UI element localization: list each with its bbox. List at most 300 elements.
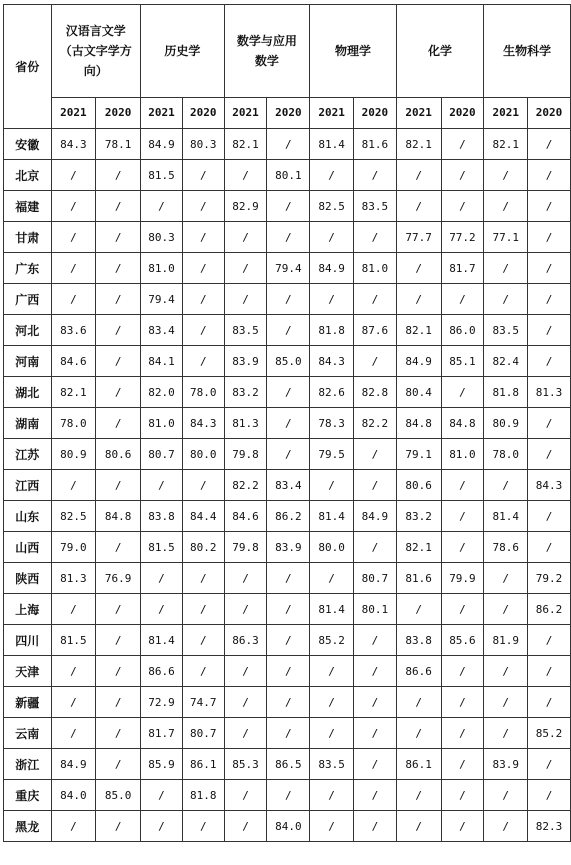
table-row <box>4 408 571 439</box>
score-cell: / <box>51 191 96 222</box>
score-cell: / <box>484 160 528 191</box>
score-cell: 83.5 <box>224 315 267 346</box>
score-cell: 77.1 <box>484 222 528 253</box>
score-cell: / <box>441 811 484 842</box>
major-header: 汉语言文学（古文字学方向） <box>51 5 141 98</box>
score-cell: / <box>96 749 141 780</box>
score-cell: 84.8 <box>96 501 141 532</box>
score-cell: 80.1 <box>354 594 397 625</box>
score-cell: 86.2 <box>267 501 310 532</box>
score-cell: / <box>528 315 571 346</box>
score-cell: / <box>528 253 571 284</box>
score-cell: 85.6 <box>441 625 484 656</box>
score-cell: 82.6 <box>310 377 354 408</box>
score-cell: / <box>528 191 571 222</box>
score-cell: / <box>396 780 441 811</box>
score-cell: / <box>182 284 224 315</box>
score-cell: / <box>224 222 267 253</box>
score-cell: / <box>441 129 484 160</box>
score-cell: / <box>51 284 96 315</box>
score-cell: 81.8 <box>484 377 528 408</box>
year-header: 2020 <box>354 98 397 129</box>
score-cell: 84.1 <box>141 346 183 377</box>
score-cell: / <box>354 656 397 687</box>
score-cell: / <box>51 811 96 842</box>
score-cell: 81.6 <box>354 129 397 160</box>
score-cell: 82.1 <box>51 377 96 408</box>
score-cell: / <box>267 222 310 253</box>
score-cell: / <box>141 594 183 625</box>
score-cell: / <box>354 749 397 780</box>
score-table <box>3 4 571 842</box>
score-cell: 84.6 <box>51 346 96 377</box>
score-cell: / <box>224 160 267 191</box>
table-row <box>4 377 571 408</box>
score-cell: / <box>528 625 571 656</box>
province-cell: 安徽 <box>4 129 52 160</box>
score-cell: / <box>96 253 141 284</box>
score-cell: 81.4 <box>484 501 528 532</box>
score-cell: 74.7 <box>182 687 224 718</box>
score-cell: / <box>441 749 484 780</box>
table-row <box>4 439 571 470</box>
province-cell: 四川 <box>4 625 52 656</box>
score-cell: / <box>528 656 571 687</box>
province-cell: 黑龙 <box>4 811 52 842</box>
score-cell: / <box>528 749 571 780</box>
score-cell: 86.6 <box>396 656 441 687</box>
score-cell: / <box>528 129 571 160</box>
score-cell: 80.0 <box>310 532 354 563</box>
score-cell: / <box>354 811 397 842</box>
score-cell: 79.2 <box>528 563 571 594</box>
header-row-years <box>4 98 571 129</box>
score-cell: / <box>354 222 397 253</box>
score-cell: 82.1 <box>224 129 267 160</box>
province-cell: 云南 <box>4 718 52 749</box>
score-cell: 80.3 <box>182 129 224 160</box>
score-cell: 85.3 <box>224 749 267 780</box>
province-cell: 广东 <box>4 253 52 284</box>
score-cell: / <box>484 284 528 315</box>
score-cell: 83.5 <box>354 191 397 222</box>
score-cell: / <box>182 315 224 346</box>
year-header: 2021 <box>484 98 528 129</box>
score-cell: 82.2 <box>354 408 397 439</box>
score-cell: / <box>267 625 310 656</box>
score-cell: / <box>396 687 441 718</box>
score-cell: 78.1 <box>96 129 141 160</box>
score-cell: 83.5 <box>310 749 354 780</box>
score-cell: / <box>96 377 141 408</box>
province-cell: 江西 <box>4 470 52 501</box>
score-cell: 79.8 <box>224 532 267 563</box>
score-cell: 80.2 <box>182 532 224 563</box>
score-cell: 80.7 <box>182 718 224 749</box>
province-cell: 天津 <box>4 656 52 687</box>
province-cell: 广西 <box>4 284 52 315</box>
score-cell: / <box>396 253 441 284</box>
year-header: 2020 <box>182 98 224 129</box>
score-cell: / <box>310 284 354 315</box>
score-cell: 83.9 <box>267 532 310 563</box>
score-cell: 76.9 <box>96 563 141 594</box>
score-cell: / <box>51 656 96 687</box>
score-cell: / <box>141 780 183 811</box>
score-cell: / <box>528 439 571 470</box>
score-cell: 83.6 <box>51 315 96 346</box>
score-cell: / <box>224 253 267 284</box>
score-cell: 80.7 <box>141 439 183 470</box>
score-cell: 84.3 <box>182 408 224 439</box>
table-row <box>4 346 571 377</box>
score-cell: 80.6 <box>396 470 441 501</box>
score-cell: / <box>396 718 441 749</box>
score-cell: 72.9 <box>141 687 183 718</box>
score-cell: / <box>96 315 141 346</box>
score-cell: 82.8 <box>354 377 397 408</box>
score-cell: / <box>484 811 528 842</box>
score-cell: 81.3 <box>224 408 267 439</box>
major-header: 物理学 <box>310 5 397 98</box>
score-cell: / <box>310 811 354 842</box>
header-row-majors <box>4 5 571 98</box>
score-cell: / <box>51 594 96 625</box>
score-cell: / <box>528 346 571 377</box>
score-cell: 81.0 <box>354 253 397 284</box>
score-cell: / <box>354 346 397 377</box>
score-cell: 86.5 <box>267 749 310 780</box>
score-cell: / <box>267 191 310 222</box>
score-cell: 81.0 <box>141 253 183 284</box>
score-cell: / <box>310 222 354 253</box>
score-cell: 83.9 <box>224 346 267 377</box>
score-cell: 79.1 <box>396 439 441 470</box>
score-cell: / <box>141 470 183 501</box>
score-cell: 85.9 <box>141 749 183 780</box>
score-cell: 80.6 <box>96 439 141 470</box>
table-row <box>4 718 571 749</box>
score-cell: / <box>396 284 441 315</box>
score-cell: 79.5 <box>310 439 354 470</box>
score-cell: / <box>354 718 397 749</box>
score-cell: / <box>528 780 571 811</box>
table-row <box>4 780 571 811</box>
province-cell: 江苏 <box>4 439 52 470</box>
score-cell: 84.9 <box>51 749 96 780</box>
score-cell: / <box>182 346 224 377</box>
score-cell: 82.3 <box>528 811 571 842</box>
score-cell: 79.4 <box>141 284 183 315</box>
score-cell: 82.1 <box>396 129 441 160</box>
score-cell: / <box>267 129 310 160</box>
score-cell: / <box>354 160 397 191</box>
score-cell: / <box>310 718 354 749</box>
province-cell: 河北 <box>4 315 52 346</box>
score-cell: / <box>441 191 484 222</box>
score-cell: / <box>51 253 96 284</box>
score-cell: 77.2 <box>441 222 484 253</box>
score-cell: 84.9 <box>310 253 354 284</box>
score-cell: / <box>141 811 183 842</box>
score-cell: / <box>96 346 141 377</box>
score-cell: 82.5 <box>51 501 96 532</box>
score-cell: 82.4 <box>484 346 528 377</box>
score-cell: 84.3 <box>528 470 571 501</box>
score-cell: / <box>224 687 267 718</box>
score-cell: / <box>396 191 441 222</box>
table-row <box>4 532 571 563</box>
score-cell: 79.4 <box>267 253 310 284</box>
score-cell: 80.0 <box>182 439 224 470</box>
score-cell: / <box>96 687 141 718</box>
score-cell: / <box>267 315 310 346</box>
table-row <box>4 470 571 501</box>
table-row <box>4 253 571 284</box>
score-cell: 84.6 <box>224 501 267 532</box>
score-cell: / <box>441 718 484 749</box>
score-cell: / <box>267 377 310 408</box>
score-cell: 84.9 <box>396 346 441 377</box>
score-cell: 80.7 <box>354 563 397 594</box>
score-cell: 78.0 <box>182 377 224 408</box>
score-cell: 84.0 <box>267 811 310 842</box>
score-cell: / <box>354 780 397 811</box>
year-header: 2021 <box>396 98 441 129</box>
score-cell: / <box>484 656 528 687</box>
score-cell: 82.9 <box>224 191 267 222</box>
score-cell: / <box>96 222 141 253</box>
score-cell: 78.0 <box>51 408 96 439</box>
score-cell: 84.9 <box>354 501 397 532</box>
score-cell: 85.2 <box>528 718 571 749</box>
score-cell: 83.8 <box>141 501 183 532</box>
score-cell: / <box>51 160 96 191</box>
score-cell: 80.9 <box>51 439 96 470</box>
score-cell: / <box>182 470 224 501</box>
score-cell: / <box>354 284 397 315</box>
score-cell: / <box>441 501 484 532</box>
score-cell: / <box>354 687 397 718</box>
score-cell: / <box>528 408 571 439</box>
score-cell: / <box>528 532 571 563</box>
score-cell: 86.1 <box>396 749 441 780</box>
score-cell: / <box>96 656 141 687</box>
score-cell: 83.8 <box>396 625 441 656</box>
score-cell: 81.3 <box>528 377 571 408</box>
score-cell: 86.2 <box>528 594 571 625</box>
score-cell: / <box>96 532 141 563</box>
score-cell: 83.9 <box>484 749 528 780</box>
score-cell: 81.0 <box>441 439 484 470</box>
score-cell: / <box>528 687 571 718</box>
score-cell: 84.9 <box>141 129 183 160</box>
score-cell: 85.1 <box>441 346 484 377</box>
score-cell: 86.0 <box>441 315 484 346</box>
score-cell: / <box>224 718 267 749</box>
score-cell: 83.5 <box>484 315 528 346</box>
score-cell: 82.1 <box>396 532 441 563</box>
score-cell: 81.9 <box>484 625 528 656</box>
score-cell: / <box>51 222 96 253</box>
score-cell: / <box>267 284 310 315</box>
score-cell: / <box>182 563 224 594</box>
score-cell: 86.6 <box>141 656 183 687</box>
score-cell: 83.4 <box>267 470 310 501</box>
score-cell: 85.0 <box>267 346 310 377</box>
score-cell: / <box>224 594 267 625</box>
score-cell: / <box>354 625 397 656</box>
score-cell: / <box>441 160 484 191</box>
score-cell: / <box>267 780 310 811</box>
score-cell: 82.1 <box>396 315 441 346</box>
score-cell: 81.6 <box>396 563 441 594</box>
score-cell: / <box>484 253 528 284</box>
score-cell: / <box>528 222 571 253</box>
score-cell: 83.2 <box>224 377 267 408</box>
table-row <box>4 315 571 346</box>
score-cell: 81.8 <box>182 780 224 811</box>
score-cell: / <box>96 408 141 439</box>
score-cell: 86.3 <box>224 625 267 656</box>
score-cell: / <box>310 780 354 811</box>
score-cell: / <box>528 284 571 315</box>
table-row <box>4 501 571 532</box>
province-cell: 湖南 <box>4 408 52 439</box>
score-cell: / <box>310 656 354 687</box>
table-row <box>4 687 571 718</box>
score-cell: 85.0 <box>96 780 141 811</box>
score-cell: 84.0 <box>51 780 96 811</box>
score-cell: / <box>224 780 267 811</box>
score-cell: 80.9 <box>484 408 528 439</box>
score-cell: 82.0 <box>141 377 183 408</box>
year-header: 2020 <box>96 98 141 129</box>
major-header: 生物科学 <box>484 5 571 98</box>
major-header: 化学 <box>396 5 484 98</box>
major-header: 数学与应用数学 <box>224 5 310 98</box>
score-cell: / <box>224 811 267 842</box>
score-cell: / <box>484 594 528 625</box>
score-cell: / <box>96 470 141 501</box>
province-cell: 山西 <box>4 532 52 563</box>
score-cell: / <box>396 811 441 842</box>
score-cell: / <box>96 594 141 625</box>
score-cell: / <box>441 377 484 408</box>
score-cell: / <box>354 439 397 470</box>
score-cell: 81.5 <box>141 160 183 191</box>
province-cell: 上海 <box>4 594 52 625</box>
score-cell: / <box>441 656 484 687</box>
score-cell: 80.1 <box>267 160 310 191</box>
year-header: 2021 <box>51 98 96 129</box>
score-cell: / <box>96 811 141 842</box>
score-cell: 79.9 <box>441 563 484 594</box>
score-cell: / <box>441 594 484 625</box>
score-cell: 81.4 <box>310 501 354 532</box>
score-cell: / <box>267 563 310 594</box>
province-cell: 河南 <box>4 346 52 377</box>
province-cell: 甘肃 <box>4 222 52 253</box>
score-cell: 84.8 <box>396 408 441 439</box>
score-cell: 81.5 <box>51 625 96 656</box>
score-cell: / <box>396 594 441 625</box>
score-cell: / <box>182 656 224 687</box>
table-row <box>4 191 571 222</box>
table-row <box>4 160 571 191</box>
score-cell: / <box>310 687 354 718</box>
year-header: 2020 <box>441 98 484 129</box>
province-header: 省份 <box>4 5 52 129</box>
score-cell: / <box>182 191 224 222</box>
table-row <box>4 594 571 625</box>
score-cell: / <box>182 253 224 284</box>
score-cell: / <box>354 470 397 501</box>
score-cell: / <box>310 470 354 501</box>
score-cell: / <box>96 625 141 656</box>
score-cell: 77.7 <box>396 222 441 253</box>
score-cell: 82.5 <box>310 191 354 222</box>
score-cell: / <box>441 687 484 718</box>
table-row <box>4 749 571 780</box>
score-cell: / <box>224 284 267 315</box>
score-cell: / <box>441 532 484 563</box>
major-header: 历史学 <box>141 5 225 98</box>
score-cell: / <box>441 780 484 811</box>
score-cell: 80.3 <box>141 222 183 253</box>
score-cell: / <box>51 470 96 501</box>
score-cell: / <box>141 191 183 222</box>
score-cell: 80.4 <box>396 377 441 408</box>
score-cell: 81.4 <box>310 129 354 160</box>
score-cell: 81.3 <box>51 563 96 594</box>
score-cell: / <box>484 780 528 811</box>
score-cell: 81.4 <box>141 625 183 656</box>
score-cell: / <box>484 563 528 594</box>
score-cell: / <box>224 656 267 687</box>
score-cell: 79.0 <box>51 532 96 563</box>
score-cell: / <box>528 160 571 191</box>
score-cell: / <box>267 408 310 439</box>
score-cell: / <box>310 160 354 191</box>
score-cell: 78.3 <box>310 408 354 439</box>
score-cell: / <box>96 718 141 749</box>
score-cell: / <box>310 563 354 594</box>
year-header: 2020 <box>267 98 310 129</box>
score-cell: / <box>182 594 224 625</box>
score-cell: / <box>484 470 528 501</box>
score-cell: / <box>267 439 310 470</box>
score-cell: / <box>267 718 310 749</box>
score-cell: 84.4 <box>182 501 224 532</box>
score-cell: 82.1 <box>484 129 528 160</box>
province-cell: 重庆 <box>4 780 52 811</box>
score-cell: / <box>182 160 224 191</box>
score-cell: 81.7 <box>441 253 484 284</box>
score-cell: / <box>354 532 397 563</box>
score-cell: / <box>267 687 310 718</box>
score-cell: 84.8 <box>441 408 484 439</box>
score-cell: / <box>224 563 267 594</box>
score-cell: / <box>484 687 528 718</box>
score-cell: 86.1 <box>182 749 224 780</box>
score-cell: / <box>182 811 224 842</box>
score-cell: / <box>96 191 141 222</box>
score-cell: / <box>441 470 484 501</box>
score-cell: / <box>396 160 441 191</box>
table-row <box>4 656 571 687</box>
score-cell: / <box>484 191 528 222</box>
